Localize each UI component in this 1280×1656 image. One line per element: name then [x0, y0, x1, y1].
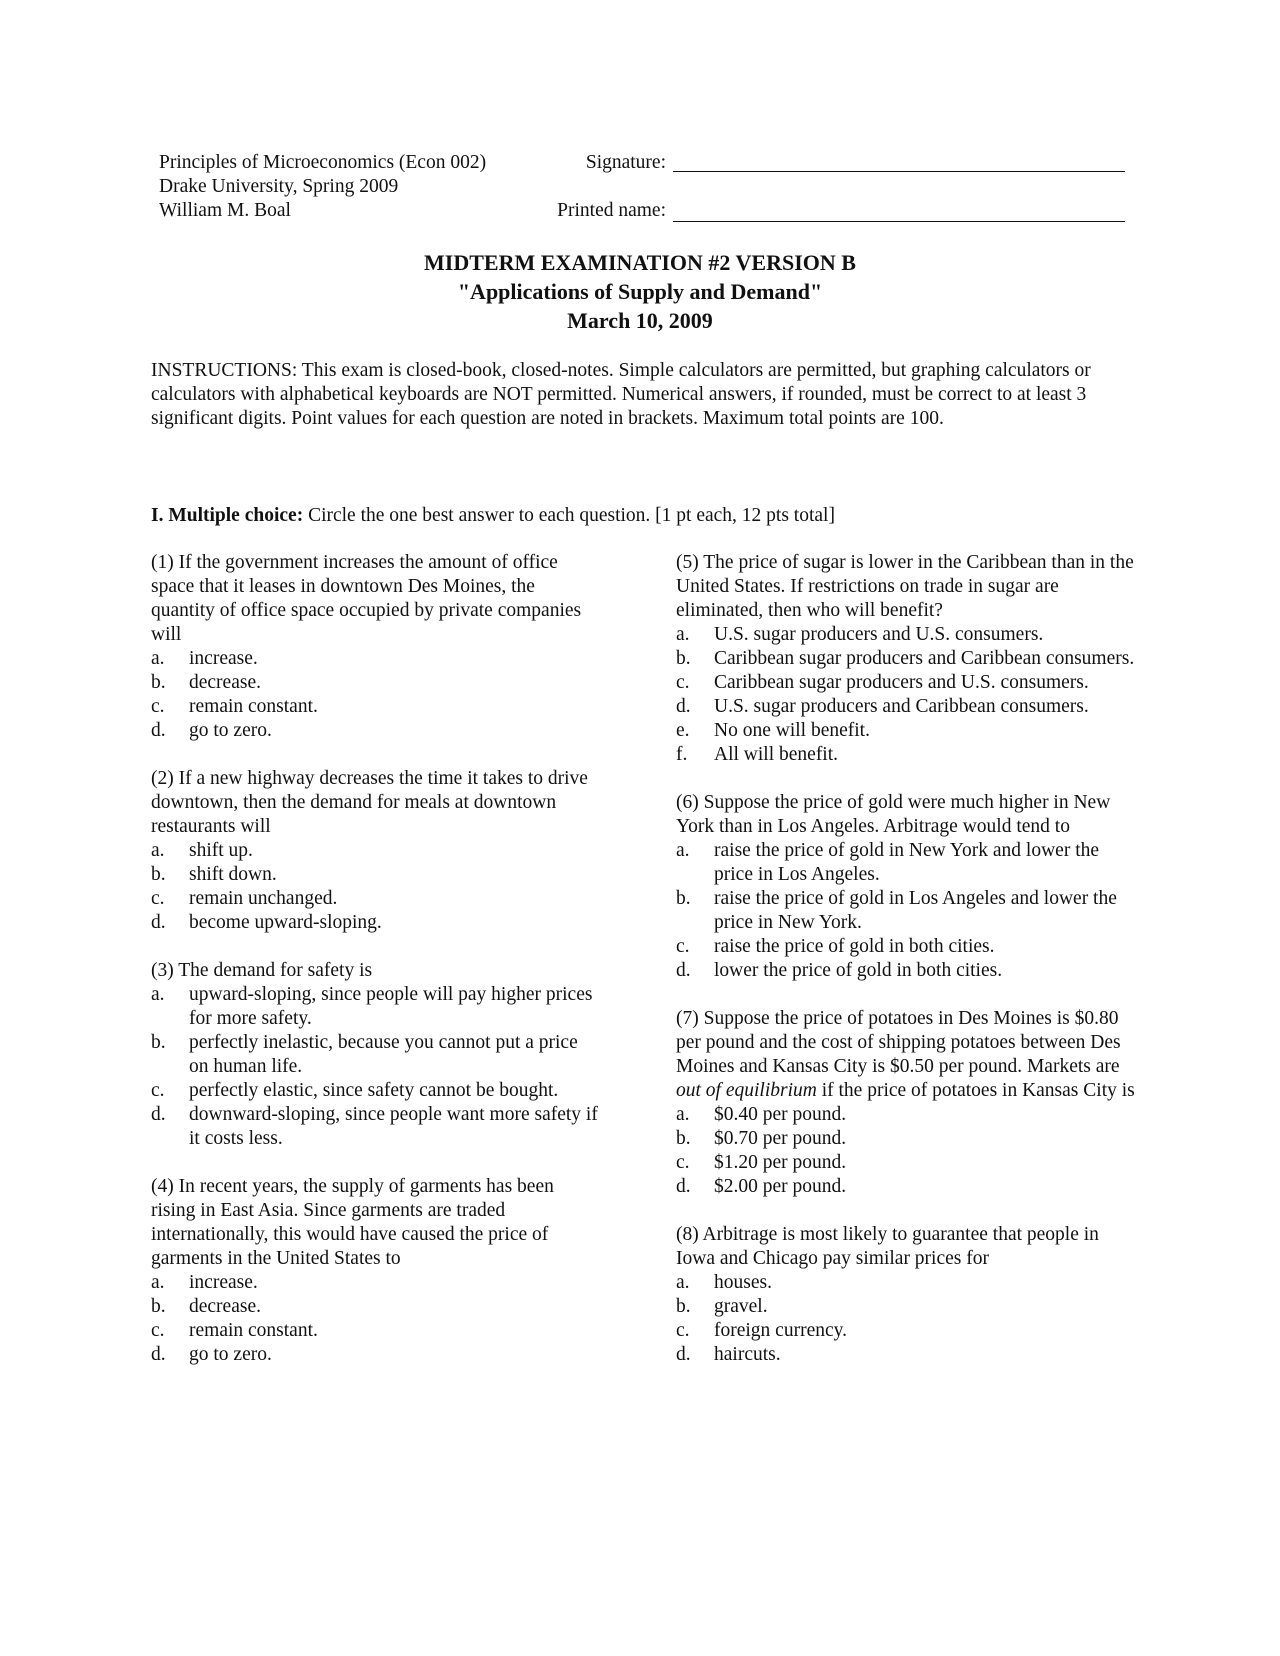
option-text: houses.: [714, 1272, 772, 1293]
question-stem: (2) If a new highway decreases the time it takes to drive downtown, then the demand for meals at downtown restaurants will: [151, 768, 588, 837]
printed-name-label: Printed name:: [557, 200, 666, 221]
option-text: Caribbean sugar producers and Caribbean consumers.: [714, 648, 1135, 669]
option-letter: b.: [151, 864, 166, 885]
option-text: U.S. sugar producers and Caribbean consumers.: [714, 696, 1089, 717]
answer-option[interactable]: [676, 935, 1136, 959]
option-text: Caribbean sugar producers and U.S. consumers.: [714, 672, 1089, 693]
exam-subtitle: "Applications of Supply and Demand": [457, 279, 823, 304]
answer-option[interactable]: [676, 1319, 1136, 1343]
answer-option[interactable]: [151, 887, 601, 911]
answer-option[interactable]: [151, 839, 601, 863]
option-letter: d.: [151, 1344, 166, 1365]
option-letter: a.: [676, 1104, 690, 1125]
answer-option[interactable]: [676, 1151, 1136, 1175]
option-letter: d.: [151, 912, 166, 933]
exam-title: MIDTERM EXAMINATION #2 VERSION B: [424, 250, 856, 275]
option-text: become upward-sloping.: [189, 912, 382, 933]
option-letter: d.: [676, 1176, 691, 1197]
option-letter: a.: [151, 840, 165, 861]
question-8: [676, 1223, 1136, 1367]
option-letter: c.: [151, 888, 165, 909]
option-text: remain constant.: [189, 1320, 318, 1341]
option-text: go to zero.: [189, 720, 272, 741]
question-1: [151, 551, 601, 743]
question-stem-part: (7) Suppose the price of potatoes in Des Moines is $0.80 per pound and the cost of shipping potatoes between Des Moines and Kansas City is $0.50 per pound. Markets are: [676, 1008, 1121, 1077]
option-text: increase.: [189, 1272, 258, 1293]
answer-option[interactable]: [676, 743, 1136, 767]
option-letter: e.: [676, 720, 690, 741]
question-stem: (3) The demand for safety is: [151, 960, 373, 981]
option-letter: a.: [676, 840, 690, 861]
question-6: [676, 791, 1136, 983]
option-letter: b.: [151, 1296, 166, 1317]
option-text: foreign currency.: [714, 1320, 847, 1341]
section-heading: [151, 504, 835, 528]
answer-option[interactable]: [676, 719, 1136, 743]
instructor-name: William M. Boal: [159, 200, 291, 221]
answer-option[interactable]: [676, 695, 1136, 719]
answer-option[interactable]: [676, 1127, 1136, 1151]
answer-option[interactable]: [151, 1295, 601, 1319]
answer-option[interactable]: [151, 695, 601, 719]
option-text: raise the price of gold in Los Angeles and lower the price in New York.: [714, 888, 1117, 933]
answer-option[interactable]: [151, 1103, 601, 1151]
option-letter: c.: [676, 672, 690, 693]
option-letter: c.: [151, 1080, 165, 1101]
question-stem: (5) The price of sugar is lower in the Caribbean than in the United States. If restrictions on trade in sugar are eliminated, then who will benefit?: [676, 552, 1134, 621]
question-stem: [676, 1007, 1136, 1103]
option-letter: d.: [676, 696, 691, 717]
answer-option[interactable]: [151, 1343, 601, 1367]
option-letter: a.: [676, 1272, 690, 1293]
option-text: upward-sloping, since people will pay higher prices for more safety.: [189, 984, 593, 1029]
answer-option[interactable]: [676, 1271, 1136, 1295]
option-letter: b.: [676, 1296, 691, 1317]
section-title: I. Multiple choice:: [151, 505, 304, 526]
answer-option[interactable]: [676, 959, 1136, 983]
option-text: No one will benefit.: [714, 720, 870, 741]
answer-option[interactable]: [151, 1031, 601, 1079]
question-stem: (1) If the government increases the amount of office space that it leases in downtown Des Moines, the quantity of office space occupied by private companies will: [151, 552, 582, 645]
answer-option[interactable]: [151, 1271, 601, 1295]
answer-option[interactable]: [151, 719, 601, 743]
answer-option[interactable]: [676, 647, 1136, 671]
school-term: Drake University, Spring 2009: [159, 176, 399, 197]
answer-option[interactable]: [676, 671, 1136, 695]
option-letter: f.: [676, 744, 688, 765]
option-text: remain unchanged.: [189, 888, 338, 909]
question-2: [151, 767, 601, 935]
section-directions: Circle the one best answer to each question. [1 pt each, 12 pts total]: [308, 505, 835, 526]
option-letter: d.: [151, 1104, 166, 1125]
option-text: gravel.: [714, 1296, 768, 1317]
option-text: remain constant.: [189, 696, 318, 717]
answer-option[interactable]: [151, 911, 601, 935]
option-letter: a.: [676, 624, 690, 645]
answer-option[interactable]: [151, 1079, 601, 1103]
option-text: $0.40 per pound.: [714, 1104, 847, 1125]
instructions: INSTRUCTIONS: This exam is closed-book, closed-notes. Simple calculators are permitted, but graphing calculators or calculators with alphabetical keyboards are NOT permitted. Numerical answers, if rounded, must be correct to at least 3 significant digits. Point values for each question are noted in brackets. Maximum total points are 100.: [151, 360, 1091, 429]
question-4: [151, 1175, 601, 1367]
option-letter: c.: [676, 936, 690, 957]
answer-option[interactable]: [151, 1319, 601, 1343]
option-letter: d.: [676, 960, 691, 981]
option-letter: b.: [676, 1128, 691, 1149]
option-text: raise the price of gold in New York and lower the price in Los Angeles.: [714, 840, 1100, 885]
option-letter: c.: [151, 1320, 165, 1341]
answer-option[interactable]: [676, 887, 1136, 935]
question-3: [151, 959, 601, 1151]
option-text: downward-sloping, since people want more safety if it costs less.: [189, 1104, 598, 1149]
answer-option[interactable]: [676, 1175, 1136, 1199]
answer-option[interactable]: [676, 1295, 1136, 1319]
question-stem: (6) Suppose the price of gold were much higher in New York than in Los Angeles. Arbitrage would tend to: [676, 792, 1111, 837]
questions-left-column: [151, 551, 601, 1391]
exam-date: March 10, 2009: [567, 308, 713, 333]
option-letter: b.: [151, 672, 166, 693]
option-letter: b.: [676, 648, 691, 669]
answer-option[interactable]: [676, 1343, 1136, 1367]
question-7: [676, 1007, 1136, 1199]
course-name: Principles of Microeconomics (Econ 002): [159, 152, 487, 173]
answer-option[interactable]: [151, 647, 601, 671]
question-stem: (8) Arbitrage is most likely to guarantee that people in Iowa and Chicago pay similar prices for: [676, 1224, 1099, 1269]
question-stem: (4) In recent years, the supply of garments has been rising in East Asia. Since garments are traded internationally, this would have caused the price of garments in the United States to: [151, 1176, 554, 1269]
signature-line: [673, 171, 1125, 172]
option-letter: c.: [676, 1320, 690, 1341]
option-text: raise the price of gold in both cities.: [714, 936, 995, 957]
option-text: $2.00 per pound.: [714, 1176, 847, 1197]
answer-option[interactable]: [151, 671, 601, 695]
option-text: haircuts.: [714, 1344, 781, 1365]
option-letter: c.: [676, 1152, 690, 1173]
option-text: lower the price of gold in both cities.: [714, 960, 1003, 981]
question-5: [676, 551, 1136, 767]
answer-option[interactable]: [676, 1103, 1136, 1127]
printed-name-line: [673, 221, 1125, 222]
option-letter: b.: [151, 1032, 166, 1053]
option-text: decrease.: [189, 672, 261, 693]
questions-right-column: [676, 551, 1136, 1391]
option-text: perfectly elastic, since safety cannot be bought.: [189, 1080, 559, 1101]
option-text: All will benefit.: [714, 744, 839, 765]
option-letter: d.: [151, 720, 166, 741]
option-text: shift up.: [189, 840, 253, 861]
option-letter: d.: [676, 1344, 691, 1365]
option-letter: a.: [151, 984, 165, 1005]
option-text: increase.: [189, 648, 258, 669]
exam-title-block: [0, 248, 1280, 335]
option-letter: a.: [151, 648, 165, 669]
option-text: perfectly inelastic, because you cannot put a price on human life.: [189, 1032, 578, 1077]
option-letter: a.: [151, 1272, 165, 1293]
option-letter: c.: [151, 696, 165, 717]
answer-option[interactable]: [676, 839, 1136, 887]
option-text: $0.70 per pound.: [714, 1128, 847, 1149]
answer-option[interactable]: [676, 623, 1136, 647]
option-text: decrease.: [189, 1296, 261, 1317]
option-text: U.S. sugar producers and U.S. consumers.: [714, 624, 1044, 645]
question-stem-part: if the price of potatoes in Kansas City is: [816, 1080, 1135, 1101]
option-text: shift down.: [189, 864, 277, 885]
option-letter: b.: [676, 888, 691, 909]
answer-option[interactable]: [151, 983, 601, 1031]
question-stem-emphasis: out of equilibrium: [676, 1080, 817, 1101]
signature-label: Signature:: [585, 152, 666, 173]
option-text: go to zero.: [189, 1344, 272, 1365]
answer-option[interactable]: [151, 863, 601, 887]
option-text: $1.20 per pound.: [714, 1152, 847, 1173]
